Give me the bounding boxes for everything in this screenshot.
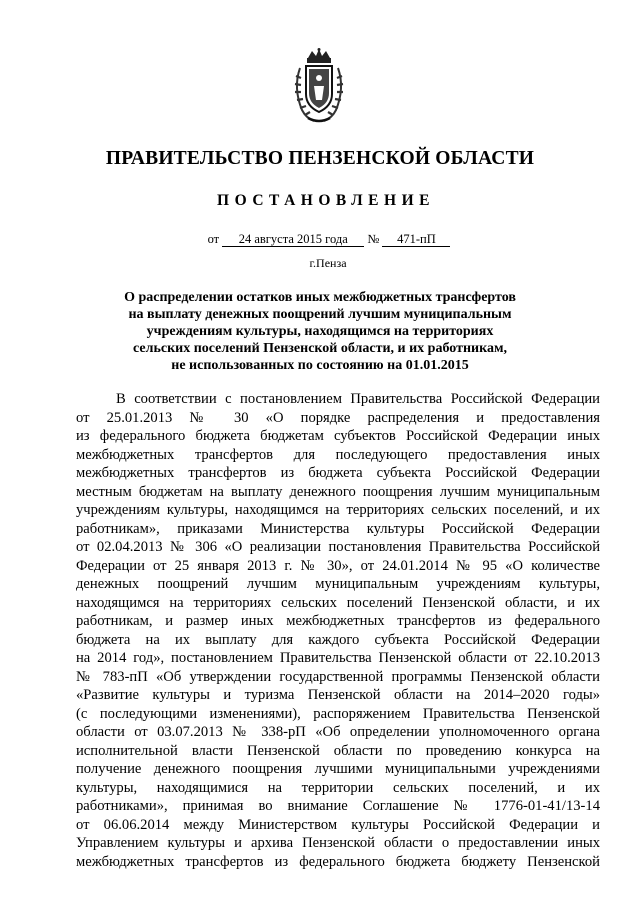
body-text (76, 390, 600, 871)
body-line: работникам, и размер иных межбюджетных трансфертов из федерального (76, 613, 600, 629)
body-line: местным бюджетам на выплату денежного поощрения лучшим муниципальным (76, 483, 600, 500)
body-line: бюджета на их выплату для каждого субъекта Российской Федерации (76, 631, 600, 648)
body-line: от 06.06.2014 между Министерством культуры Российской Федерации и (76, 816, 600, 833)
body-line: получение денежного поощрения лучшими муниципальными учреждениями (76, 761, 600, 777)
body-line: В соответствии с постановлением Правительства Российской Федерации (116, 391, 600, 407)
body-line: (с последующими изменениями), распоряжением Правительства Пензенской (76, 705, 600, 722)
title-line: на выплату денежных поощрений лучшим муниципальным (128, 307, 512, 322)
body-line: от 25.01.2013 № 30 «О порядке распределения и предоставления (76, 409, 600, 426)
body-line: из федерального бюджета бюджетам субъектов Российской Федерации иных (76, 428, 600, 444)
body-line: учреждениям культуры, находящимся на территориях сельских поселений, и их (76, 502, 600, 518)
city-name: г.Пенза (309, 256, 347, 270)
body-line: № 783-пП «Об утверждении государственной программы Пензенской области (76, 668, 600, 685)
body-line: работниками», принимая во внимание Соглашение № 1776-01-41/13-14 (76, 798, 600, 814)
body-line: денежных поощрений лучшим муниципальным учреждениям культуры, (76, 576, 600, 592)
number-value: 471-пП (382, 232, 450, 247)
body-line: межбюджетных трансфертов из федерального бюджета бюджету Пензенской (76, 853, 600, 870)
body-line: исполнительной власти Пензенской области по проведению конкурса на (76, 742, 600, 759)
date-prefix: от (207, 232, 220, 246)
body-line: работникам», приказами Министерства культуры Российской Федерации (76, 520, 600, 537)
body-line: межбюджетных трансфертов из бюджета субъекта Российской Федерации (76, 465, 600, 481)
body-line: межбюджетных трансфертов для последующего предоставления иных (76, 446, 600, 463)
document-title (100, 289, 540, 374)
body-line: находящимся на территориях сельских поселений Пензенской области, и их (76, 594, 600, 611)
body-line: от 02.04.2013 № 306 «О реализации постановления Правительства Российской (76, 539, 600, 555)
title-line: О распределении остатков иных межбюджетных трансфертов (124, 290, 516, 305)
date-value: 24 августа 2015 года (222, 232, 364, 247)
coat-of-arms-emblem (290, 48, 348, 124)
body-line: на 2014 год», постановлением Правительства Пензенской области от 22.10.2013 (76, 650, 600, 666)
title-line: сельских поселений Пензенской области, и их работникам, (133, 341, 507, 356)
document-type: ПОСТАНОВЛЕНИЕ (217, 192, 435, 209)
number-prefix: № (367, 232, 380, 246)
organization-name: ПРАВИТЕЛЬСТВО ПЕНЗЕНСКОЙ ОБЛАСТИ (105, 148, 535, 169)
title-line: не использованных по состоянию на 01.01.2015 (171, 358, 469, 373)
body-line: Управлением культуры и архива Пензенской области о предоставлении иных (76, 835, 600, 851)
body-line: «Развитие культуры и туризма Пензенской области на 2014–2020 годы» (76, 687, 600, 703)
body-line: Федерации от 25 января 2013 г. № 30», от 24.01.2014 № 95 «О количестве (76, 557, 600, 574)
body-line: культуры, находящимися на территории сельских поселений, и их (76, 779, 600, 796)
title-line: учреждениям культуры, находящимся на территориях (146, 324, 494, 339)
date-number-line (0, 232, 640, 247)
body-line: области от 03.07.2013 № 338-рП «Об определении уполномоченного органа (76, 724, 600, 740)
